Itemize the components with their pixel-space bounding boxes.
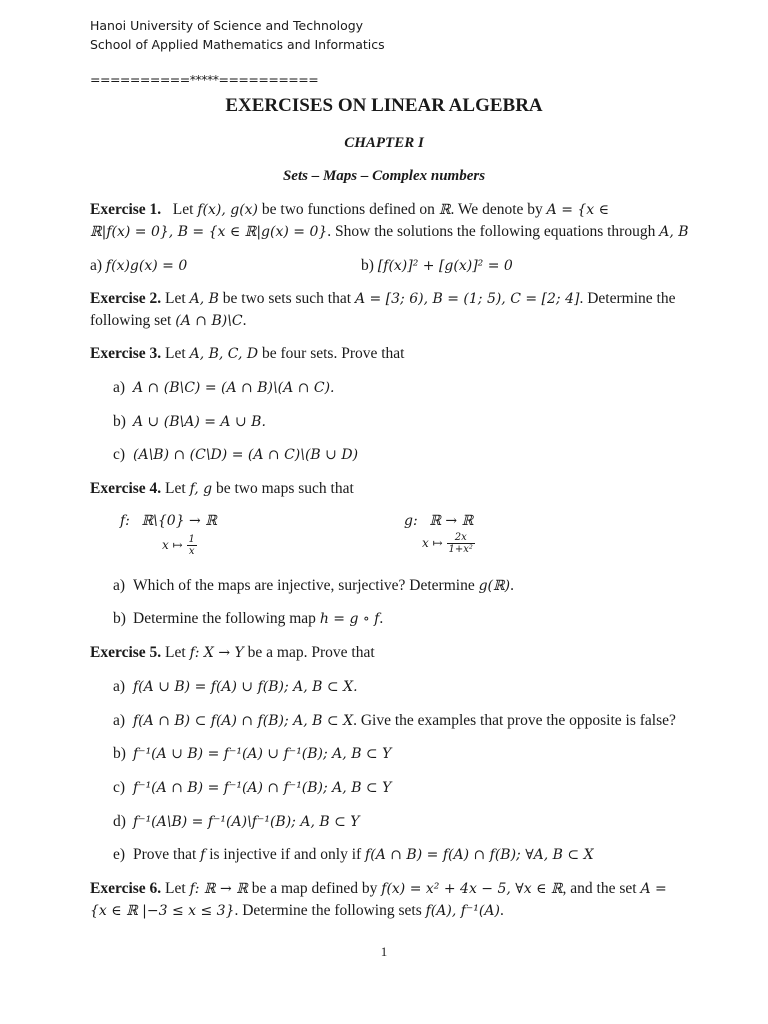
exercise-1-text: be two functions defined on xyxy=(258,201,439,218)
exercise-3-text: be four sets. Prove that xyxy=(258,345,405,362)
exercise-4-text: be two maps such that xyxy=(212,480,354,497)
school-name: School of Applied Mathematics and Informatics xyxy=(90,37,385,52)
exercise-1-math: A = {x ∈ xyxy=(546,202,609,218)
item-math: A ∩ (B\C) = (A ∩ B)\(A ∩ C). xyxy=(133,380,335,396)
exercise-3-item xyxy=(113,379,335,397)
exercise-5-item-e xyxy=(113,846,594,864)
exercise-5-item xyxy=(113,678,358,696)
exercise-5-item xyxy=(113,813,360,831)
item-label: b) xyxy=(113,413,126,430)
map-f-definition xyxy=(120,512,217,530)
exercise-1-text: . Show the solutions the following equations through xyxy=(327,223,660,240)
exercise-6-math: f: ℝ → ℝ xyxy=(189,881,248,897)
exercise-5-math: f: X → Y xyxy=(189,645,244,661)
map-g-definition xyxy=(404,512,473,530)
exercise-2-text: be two sets such that xyxy=(218,290,355,307)
item-math: f(x)g(x) = 0 xyxy=(105,258,188,274)
exercise-1-math: A, B xyxy=(659,224,689,240)
exercise-2-text: following set xyxy=(90,312,176,329)
chapter-heading: CHAPTER I xyxy=(344,135,424,151)
exercise-6-text: be a map defined by xyxy=(247,880,382,897)
exercise-3-item xyxy=(113,413,266,431)
map-f-fraction xyxy=(187,534,197,557)
item-label: b) xyxy=(113,610,126,627)
exercise-2-math: (A ∩ B)\C xyxy=(175,313,243,329)
item-label: a) xyxy=(90,257,103,274)
item-label: c) xyxy=(113,779,126,796)
item-label: a) xyxy=(113,678,126,695)
exercise-2-line-2 xyxy=(90,312,247,330)
exercise-6-text: . Determine the following sets xyxy=(234,902,426,919)
item-text: is injective if and only if xyxy=(205,846,366,863)
exercise-5-item xyxy=(113,745,391,763)
exercise-1-text: Let xyxy=(172,201,198,218)
item-math: f⁻¹(A ∪ B) = f⁻¹(A) ∪ f⁻¹(B); A, B ⊂ Y xyxy=(133,746,392,762)
exercise-4-intro xyxy=(90,480,354,498)
exercise-6-line-1 xyxy=(90,880,667,898)
exercise-3-text: Let xyxy=(161,345,190,362)
exercise-6-line-2 xyxy=(90,902,504,920)
exercise-6-text: . xyxy=(499,902,504,919)
university-name: Hanoi University of Science and Technology xyxy=(90,18,364,33)
item-math: f xyxy=(200,847,206,863)
map-g-fraction xyxy=(447,532,475,555)
exercise-5-item xyxy=(113,779,391,797)
item-label: a) xyxy=(113,577,126,594)
exercise-3-intro xyxy=(90,345,404,363)
exercise-6-text: Let xyxy=(161,880,190,897)
map-f-domain: ℝ\{0} → ℝ xyxy=(141,513,217,529)
item-label: c) xyxy=(113,446,126,463)
exercise-1-math: ℝ|f(x) = 0}, B = {x ∈ ℝ|g(x) = 0} xyxy=(90,224,328,240)
exercise-2-label: Exercise 2. xyxy=(90,290,162,307)
exercise-1-item-b xyxy=(361,257,513,275)
fraction-denominator: 1+x² xyxy=(448,544,473,555)
exercise-1-line-2 xyxy=(90,223,689,241)
item-math: f(A ∩ B) ⊂ f(A) ∩ f(B); A, B ⊂ X xyxy=(133,713,354,729)
exercise-3-math: A, B, C, D xyxy=(189,346,259,362)
map-g-arrow: x ↦ xyxy=(422,536,443,551)
exercise-5-text: Let xyxy=(161,644,190,661)
exercise-1-item-a xyxy=(90,257,187,275)
map-g-rule xyxy=(422,532,475,555)
exercise-6-math: {x ∈ ℝ |−3 ≤ x ≤ 3} xyxy=(90,903,235,919)
exercise-6-math: f(x) = x² + 4x − 5, ∀x ∈ ℝ xyxy=(381,881,563,897)
exercise-3-item xyxy=(113,446,358,464)
exercise-5-text: be a map. Prove that xyxy=(243,644,375,661)
item-text: Prove that xyxy=(133,846,201,863)
exercise-1-label: Exercise 1. xyxy=(90,201,162,218)
exercise-4-math: f, g xyxy=(189,481,213,497)
exercise-4-item-b xyxy=(113,610,383,628)
map-f-arrow: x ↦ xyxy=(162,538,183,553)
fraction-numerator: 2x xyxy=(447,532,475,544)
exercise-6-text: , and the set xyxy=(562,880,641,897)
item-math: A ∪ (B\A) = A ∪ B. xyxy=(133,414,266,430)
exercise-2-text: . Determine the xyxy=(579,290,676,307)
exercise-1-text: . We denote by xyxy=(450,201,547,218)
separator-line: ==========*****========== xyxy=(90,72,319,87)
item-text: . xyxy=(510,577,514,594)
item-label: d) xyxy=(113,813,126,830)
item-math: f(A ∩ B) = f(A) ∩ f(B); ∀A, B ⊂ X xyxy=(365,847,594,863)
exercise-5-intro xyxy=(90,644,375,662)
exercise-5-label: Exercise 5. xyxy=(90,644,162,661)
item-text: . Give the examples that prove the opposite is false? xyxy=(353,712,676,729)
map-f-name: f: xyxy=(120,513,130,529)
item-math: [f(x)]² + [g(x)]² = 0 xyxy=(377,258,513,274)
exercise-4-label: Exercise 4. xyxy=(90,480,162,497)
item-math: (A\B) ∩ (C\D) = (A ∩ C)\(B ∪ D) xyxy=(133,447,359,463)
item-math: g(ℝ) xyxy=(478,578,511,594)
exercise-2-line-1 xyxy=(90,290,675,308)
exercise-5-item xyxy=(113,712,676,730)
document-title: EXERCISES ON LINEAR ALGEBRA xyxy=(225,95,543,116)
item-math: f⁻¹(A ∩ B) = f⁻¹(A) ∩ f⁻¹(B); A, B ⊂ Y xyxy=(133,780,392,796)
exercise-3-label: Exercise 3. xyxy=(90,345,162,362)
item-label: a) xyxy=(113,712,126,729)
map-g-domain: ℝ → ℝ xyxy=(429,513,474,529)
page-number: 1 xyxy=(380,944,388,959)
item-label: e) xyxy=(113,846,126,863)
map-f-rule xyxy=(162,534,197,557)
item-label: b) xyxy=(361,257,374,274)
exercise-2-text: Let xyxy=(161,290,190,307)
exercise-2-math: A, B xyxy=(189,291,219,307)
exercise-1-line-1 xyxy=(90,201,609,219)
item-math: h = g ∘ f xyxy=(319,611,380,627)
chapter-subtitle: Sets – Maps – Complex numbers xyxy=(282,168,486,184)
fraction-denominator: x xyxy=(188,546,195,557)
exercise-2-math: A = [3; 6), B = (1; 5), C = [2; 4] xyxy=(354,291,580,307)
item-math: f⁻¹(A\B) = f⁻¹(A)\f⁻¹(B); A, B ⊂ Y xyxy=(133,814,360,830)
item-label: a) xyxy=(113,379,126,396)
exercise-6-math: f(A), f⁻¹(A) xyxy=(425,903,500,919)
exercise-1-math: f(x), g(x) xyxy=(197,202,259,218)
item-label: b) xyxy=(113,745,126,762)
exercise-6-label: Exercise 6. xyxy=(90,880,162,897)
item-text: Determine the following map xyxy=(133,610,320,627)
exercise-1-math: ℝ xyxy=(438,202,451,218)
exercise-2-text: . xyxy=(242,312,247,329)
fraction-numerator: 1 xyxy=(188,534,195,545)
item-math: f(A ∪ B) = f(A) ∪ f(B); A, B ⊂ X. xyxy=(133,679,358,695)
exercise-4-text: Let xyxy=(161,480,190,497)
map-g-name: g: xyxy=(404,513,418,529)
item-text: Which of the maps are injective, surjective? Determine xyxy=(133,577,479,594)
item-text: . xyxy=(379,610,384,627)
exercise-6-math: A = xyxy=(640,881,667,897)
exercise-4-item-a xyxy=(113,577,514,595)
